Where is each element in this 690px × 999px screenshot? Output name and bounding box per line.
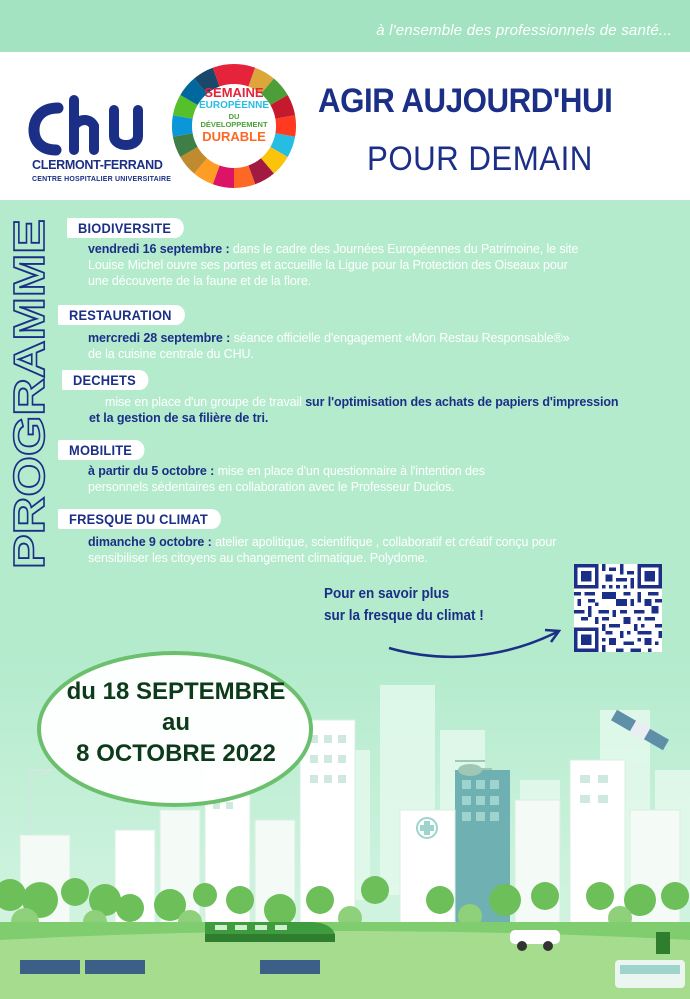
bus-icon	[615, 960, 685, 988]
sdg-line2: EUROPÉENNE	[198, 100, 269, 111]
programme-text: PROGRAMME	[5, 273, 54, 569]
top-band	[0, 0, 690, 52]
sdg-line4: DURABLE	[202, 129, 266, 144]
header	[0, 52, 690, 200]
date-line3: 8 OCTOBRE 2022	[76, 740, 276, 767]
logo-subtitle: CENTRE HOSPITALIER UNIVERSITAIRE	[32, 176, 172, 183]
section-label-restauration: RESTAURATION	[58, 305, 185, 325]
qr-code-icon[interactable]	[574, 564, 662, 652]
sdg-line1: SEMAINE	[204, 85, 264, 100]
section-label-biodiversite: BIODIVERSITE	[67, 218, 184, 238]
train-icon	[205, 922, 335, 942]
section-text-mobilite: à partir du 5 octobre : mise en place d'un questionnaire à l'intention des personnels sédentaires en collaboration avec le Professeur Duclos.	[88, 464, 485, 494]
event-dates	[52, 676, 300, 769]
section-text-dechets: mise en place d'un groupe de travail sur l'optimisation des achats de papiers d'impression et la gestion de sa filière de tri.	[89, 395, 619, 425]
programme-vertical-label	[5, 214, 54, 574]
more-info-text: Pour en savoir plus sur la fresque du climat !	[324, 585, 484, 624]
section-text-biodiversite: vendredi 16 septembre : dans le cadre des Journées Européennes du Patrimoine, le site Louise Michel ouvre ses portes et accueille la Ligue pour la Protection des Oiseaux pour une découverte de la faune et de la flore.	[88, 242, 579, 288]
section-label-fresque: FRESQUE DU CLIMAT	[58, 509, 221, 529]
section-label-mobilite: MOBILITE	[58, 440, 145, 460]
sdg-line3: DU DÉVELOPPEMENT	[200, 112, 268, 129]
section-text-fresque: dimanche 9 octobre : atelier apolitique, scientifique , collaboratif et créatif conçu pour sensibiliser les citoyens au changement climatique. Polydome.	[88, 535, 557, 565]
date-line2: au	[161, 709, 190, 736]
section-text-restauration: mercredi 28 septembre : séance officielle d'engagement «Mon Restau Responsable®» de la cuisine centrale du CHU.	[88, 331, 570, 361]
section-label-dechets: DECHETS	[62, 370, 149, 390]
tagline: à l'ensemble des professionnels de santé...	[376, 22, 672, 39]
arrow-right-icon	[385, 620, 565, 665]
page-title: AGIR AUJOURD'HUI	[318, 82, 613, 120]
date-line1: du 18 SEPTEMBRE	[66, 678, 286, 705]
page-subtitle: POUR DEMAIN	[367, 140, 593, 178]
sdg-text	[195, 86, 273, 143]
chu-logo-icon	[28, 96, 153, 156]
logo-city: CLERMONT-FERRAND	[32, 158, 163, 172]
